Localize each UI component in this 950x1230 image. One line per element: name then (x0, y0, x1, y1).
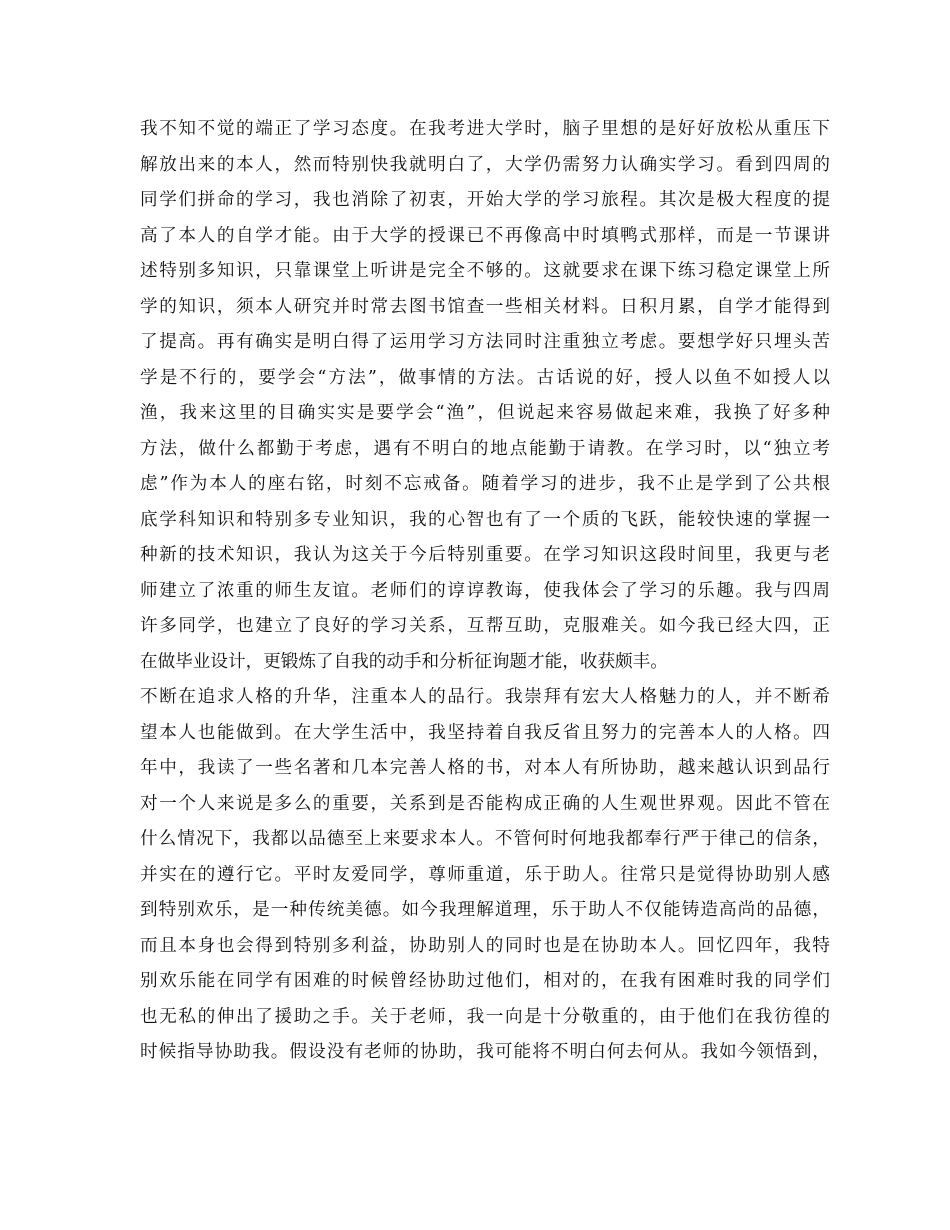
text-line: 虑”作为本人的座右铭，时刻不忘戒备。随着学习的进步，我不止是学到了公共根 (140, 474, 830, 494)
text-line: 方法，做什么都勤于考虑，遇有不明白的地点能勤于请教。在学习时，以“独立考 (140, 438, 830, 459)
text-line: 学的知识，须本人研究并时常去图书馆查一些相关材料。日积月累，自学才能得到 (140, 296, 830, 317)
text-line: 对一个人来说是多么的重要，关系到是否能构成正确的人生观世界观。因此不管在 (140, 793, 830, 814)
text-line: 并实在的遵行它。平时友爱同学，尊师重道，乐于助人。往常只是觉得协助别人感 (140, 864, 830, 885)
text-line: 在做毕业设计，更锻炼了自我的动手和分析征询题才能，收获颇丰。 (140, 651, 668, 672)
text-line: 述特别多知识，只靠课堂上听讲是完全不够的。这就要求在课下练习稳定课堂上所 (140, 261, 830, 281)
text-line: 而且本身也会得到特别多利益，协助别人的同时也是在协助本人。回忆四年，我特 (140, 935, 830, 956)
text-line: 什么情况下，我都以品德至上来要求本人。不管何时何地我都奉行严于律己的信条， (140, 829, 830, 849)
text-line: 种新的技术知识，我认为这关于今后特别重要。在学习知识这段时间里，我更与老 (140, 545, 830, 565)
text-line: 底学科知识和特别多专业知识，我的心智也有了一个质的飞跃，能较快速的掌握一 (140, 509, 830, 530)
text-line: 到特别欢乐，是一种传统美德。如今我理解道理，乐于助人不仅能铸造高尚的品德， (140, 900, 830, 920)
text-line: 时候指导协助我。假设没有老师的协助，我可能将不明白何去何从。我如今领悟到， (140, 1042, 830, 1062)
document-body (140, 112, 830, 1071)
text-line: 许多同学，也建立了良好的学习关系，互帮互助，克服难关。如今我已经大四，正 (140, 616, 830, 636)
text-line: 师建立了浓重的师生友谊。老师们的谆谆教诲，使我体会了学习的乐趣。我与四周 (140, 580, 830, 601)
text-line: 学是不行的，要学会“方法”，做事情的方法。古话说的好，授人以鱼不如授人以 (140, 367, 830, 388)
text-line: 我不知不觉的端正了学习态度。在我考进大学时，脑子里想的是好好放松从重压下 (140, 119, 830, 139)
paragraph-study (140, 112, 830, 680)
text-line: 也无私的伸出了援助之手。关于老师，我一向是十分敬重的，由于他们在我彷徨的 (140, 1006, 830, 1027)
paragraph-character (140, 680, 830, 1071)
text-line: 高了本人的自学才能。由于大学的授课已不再像高中时填鸭式那样，而是一节课讲 (140, 225, 830, 246)
text-line: 年中，我读了一些名著和几本完善人格的书，对本人有所协助，越来越认识到品行 (140, 758, 830, 778)
text-line: 不断在追求人格的升华，注重本人的品行。我崇拜有宏大人格魅力的人，并不断希 (140, 687, 830, 707)
text-line: 别欢乐能在同学有困难的时候曾经协助过他们，相对的，在我有困难时我的同学们 (140, 971, 830, 991)
text-line: 渔，我来这里的目确实实是要学会“渔”，但说起来容易做起来难，我换了好多种 (140, 403, 830, 423)
text-line: 解放出来的本人，然而特别快我就明白了，大学仍需努力认确实学习。看到四周的 (140, 154, 830, 175)
text-line: 同学们拼命的学习，我也消除了初衷，开始大学的学习旅程。其次是极大程度的提 (140, 190, 830, 210)
text-line: 望本人也能做到。在大学生活中，我坚持着自我反省且努力的完善本人的人格。四 (140, 722, 830, 743)
text-line: 了提高。再有确实是明白得了运用学习方法同时注重独立考虑。要想学好只埋头苦 (140, 332, 830, 352)
